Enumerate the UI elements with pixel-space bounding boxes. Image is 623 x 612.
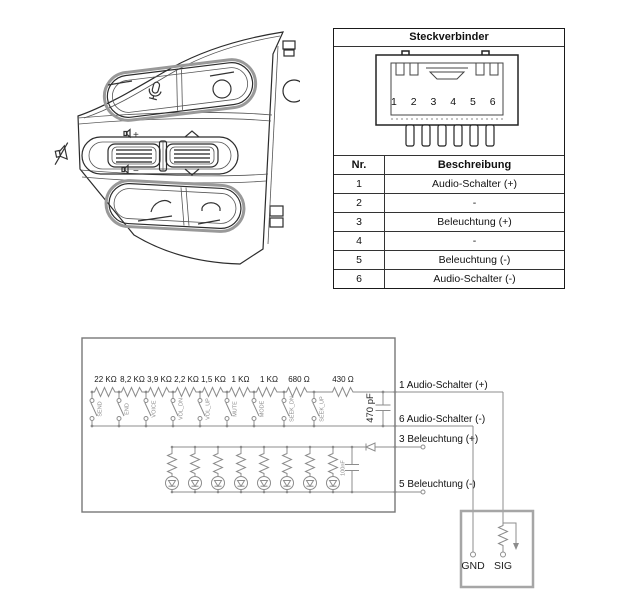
table-row xyxy=(334,270,564,288)
bottom-pill xyxy=(108,183,242,230)
custom-button-slot xyxy=(210,72,234,76)
switch-labels xyxy=(98,396,326,422)
capacitor-100nF xyxy=(345,447,359,492)
sig-label: SIG xyxy=(493,560,513,572)
gnd-terminal xyxy=(471,552,476,557)
edge-inner-line xyxy=(268,46,278,244)
connector-drawing-cell xyxy=(334,47,564,156)
volume-up-label xyxy=(124,130,139,142)
pin-number: 6 xyxy=(334,270,385,288)
pin-description: Audio-Schalter (-) xyxy=(433,273,516,285)
top-tab xyxy=(284,50,294,56)
illumination-branches xyxy=(166,447,422,492)
svg-text:SEND: SEND xyxy=(97,401,104,417)
pin-description: - xyxy=(472,235,477,247)
header-nr: Nr. xyxy=(334,156,385,174)
svg-text:22 KΩ: 22 KΩ xyxy=(94,375,117,384)
svg-text:1 KΩ: 1 KΩ xyxy=(231,375,250,384)
pin5-label: 5 Beleuchtung (-) xyxy=(399,479,476,490)
capacitor-470pF-label: 470 pF xyxy=(365,393,376,423)
pin-number: 4 xyxy=(334,232,385,250)
volume-seek-group xyxy=(82,137,238,174)
table-row xyxy=(334,213,564,232)
header-beschreibung: Beschreibung xyxy=(437,159,512,171)
pin3-open-terminal xyxy=(421,445,425,449)
connector-pin-numbers: 1 2 3 4 5 6 xyxy=(390,96,502,108)
svg-text:VOL_DN: VOL_DN xyxy=(178,397,185,421)
seek-up-chevron-icon xyxy=(185,131,199,137)
pin6-label: 6 Audio-Schalter (-) xyxy=(399,414,486,425)
gnd-label: GND xyxy=(461,560,485,572)
volume-rocker[interactable] xyxy=(108,144,160,167)
svg-text:1,5 KΩ: 1,5 KΩ xyxy=(201,375,226,384)
connector-table-title: Steckverbinder xyxy=(334,29,564,47)
pin-number: 2 xyxy=(334,194,385,212)
pin1-label: 1 Audio-Schalter (+) xyxy=(399,380,488,391)
pin-description: - xyxy=(472,197,477,209)
pin-number: 3 xyxy=(334,213,385,231)
svg-text:8,2 KΩ: 8,2 KΩ xyxy=(120,375,145,384)
divider-bottom xyxy=(80,170,268,176)
svg-text:VOICE: VOICE xyxy=(151,400,158,418)
pin-description: Beleuchtung (-) xyxy=(438,254,511,266)
connector-pins xyxy=(406,125,494,146)
capacitor-470pF xyxy=(376,392,391,426)
minus-glyph: − xyxy=(133,166,139,177)
svg-text:MODE: MODE xyxy=(259,400,266,418)
call-icon[interactable] xyxy=(151,201,171,212)
svg-text:MUTE: MUTE xyxy=(232,401,239,417)
svg-text:2,2 KΩ: 2,2 KΩ xyxy=(174,375,199,384)
svg-text:1 KΩ: 1 KΩ xyxy=(260,375,278,384)
custom-button-icon[interactable] xyxy=(213,80,231,98)
divider-top xyxy=(79,118,271,124)
svg-text:END: END xyxy=(124,403,131,415)
radio-unit-box xyxy=(461,511,533,587)
pin-number: 5 xyxy=(334,251,385,269)
pin-number: 1 xyxy=(334,175,385,193)
svg-text:680 Ω: 680 Ω xyxy=(288,375,310,384)
table-row xyxy=(334,232,564,251)
junction-dots xyxy=(91,391,397,494)
table-row xyxy=(334,175,564,194)
side-tab xyxy=(270,218,283,227)
plus-glyph: + xyxy=(133,130,139,141)
end-call-icon[interactable] xyxy=(202,203,220,211)
voice-recognition-icon[interactable] xyxy=(147,81,163,101)
connector-drawing xyxy=(334,47,564,155)
top-pill xyxy=(105,60,255,119)
sig-terminal xyxy=(501,552,506,557)
radio-pullup-resistor xyxy=(499,523,520,552)
seek-rocker[interactable] xyxy=(166,144,218,167)
table-row xyxy=(334,251,564,270)
svg-text:SEEK_UP: SEEK_UP xyxy=(319,396,326,422)
connector-table xyxy=(333,28,565,289)
pin-description: Beleuchtung (+) xyxy=(437,216,512,228)
capacitor-100nF-label: 100nF xyxy=(340,460,347,476)
svg-text:VOL_UP: VOL_UP xyxy=(205,398,212,420)
mute-icon[interactable] xyxy=(51,143,72,165)
top-tab xyxy=(283,41,295,49)
svg-text:430 Ω: 430 Ω xyxy=(332,375,354,384)
side-tab xyxy=(270,206,283,216)
svg-text:3,9 KΩ: 3,9 KΩ xyxy=(147,375,172,384)
pin3-label: 3 Beleuchtung (+) xyxy=(399,434,479,445)
circuit-diagram xyxy=(0,325,623,612)
pin-description: Audio-Schalter (+) xyxy=(432,178,517,190)
table-row xyxy=(334,194,564,213)
pin5-open-terminal xyxy=(421,490,425,494)
svg-text:SEEK_DN: SEEK_DN xyxy=(289,396,296,422)
resistor-values xyxy=(94,375,354,384)
steering-wheel-controls-illustration xyxy=(40,14,300,274)
mount-hook xyxy=(283,80,300,102)
table-header-row xyxy=(334,156,564,175)
